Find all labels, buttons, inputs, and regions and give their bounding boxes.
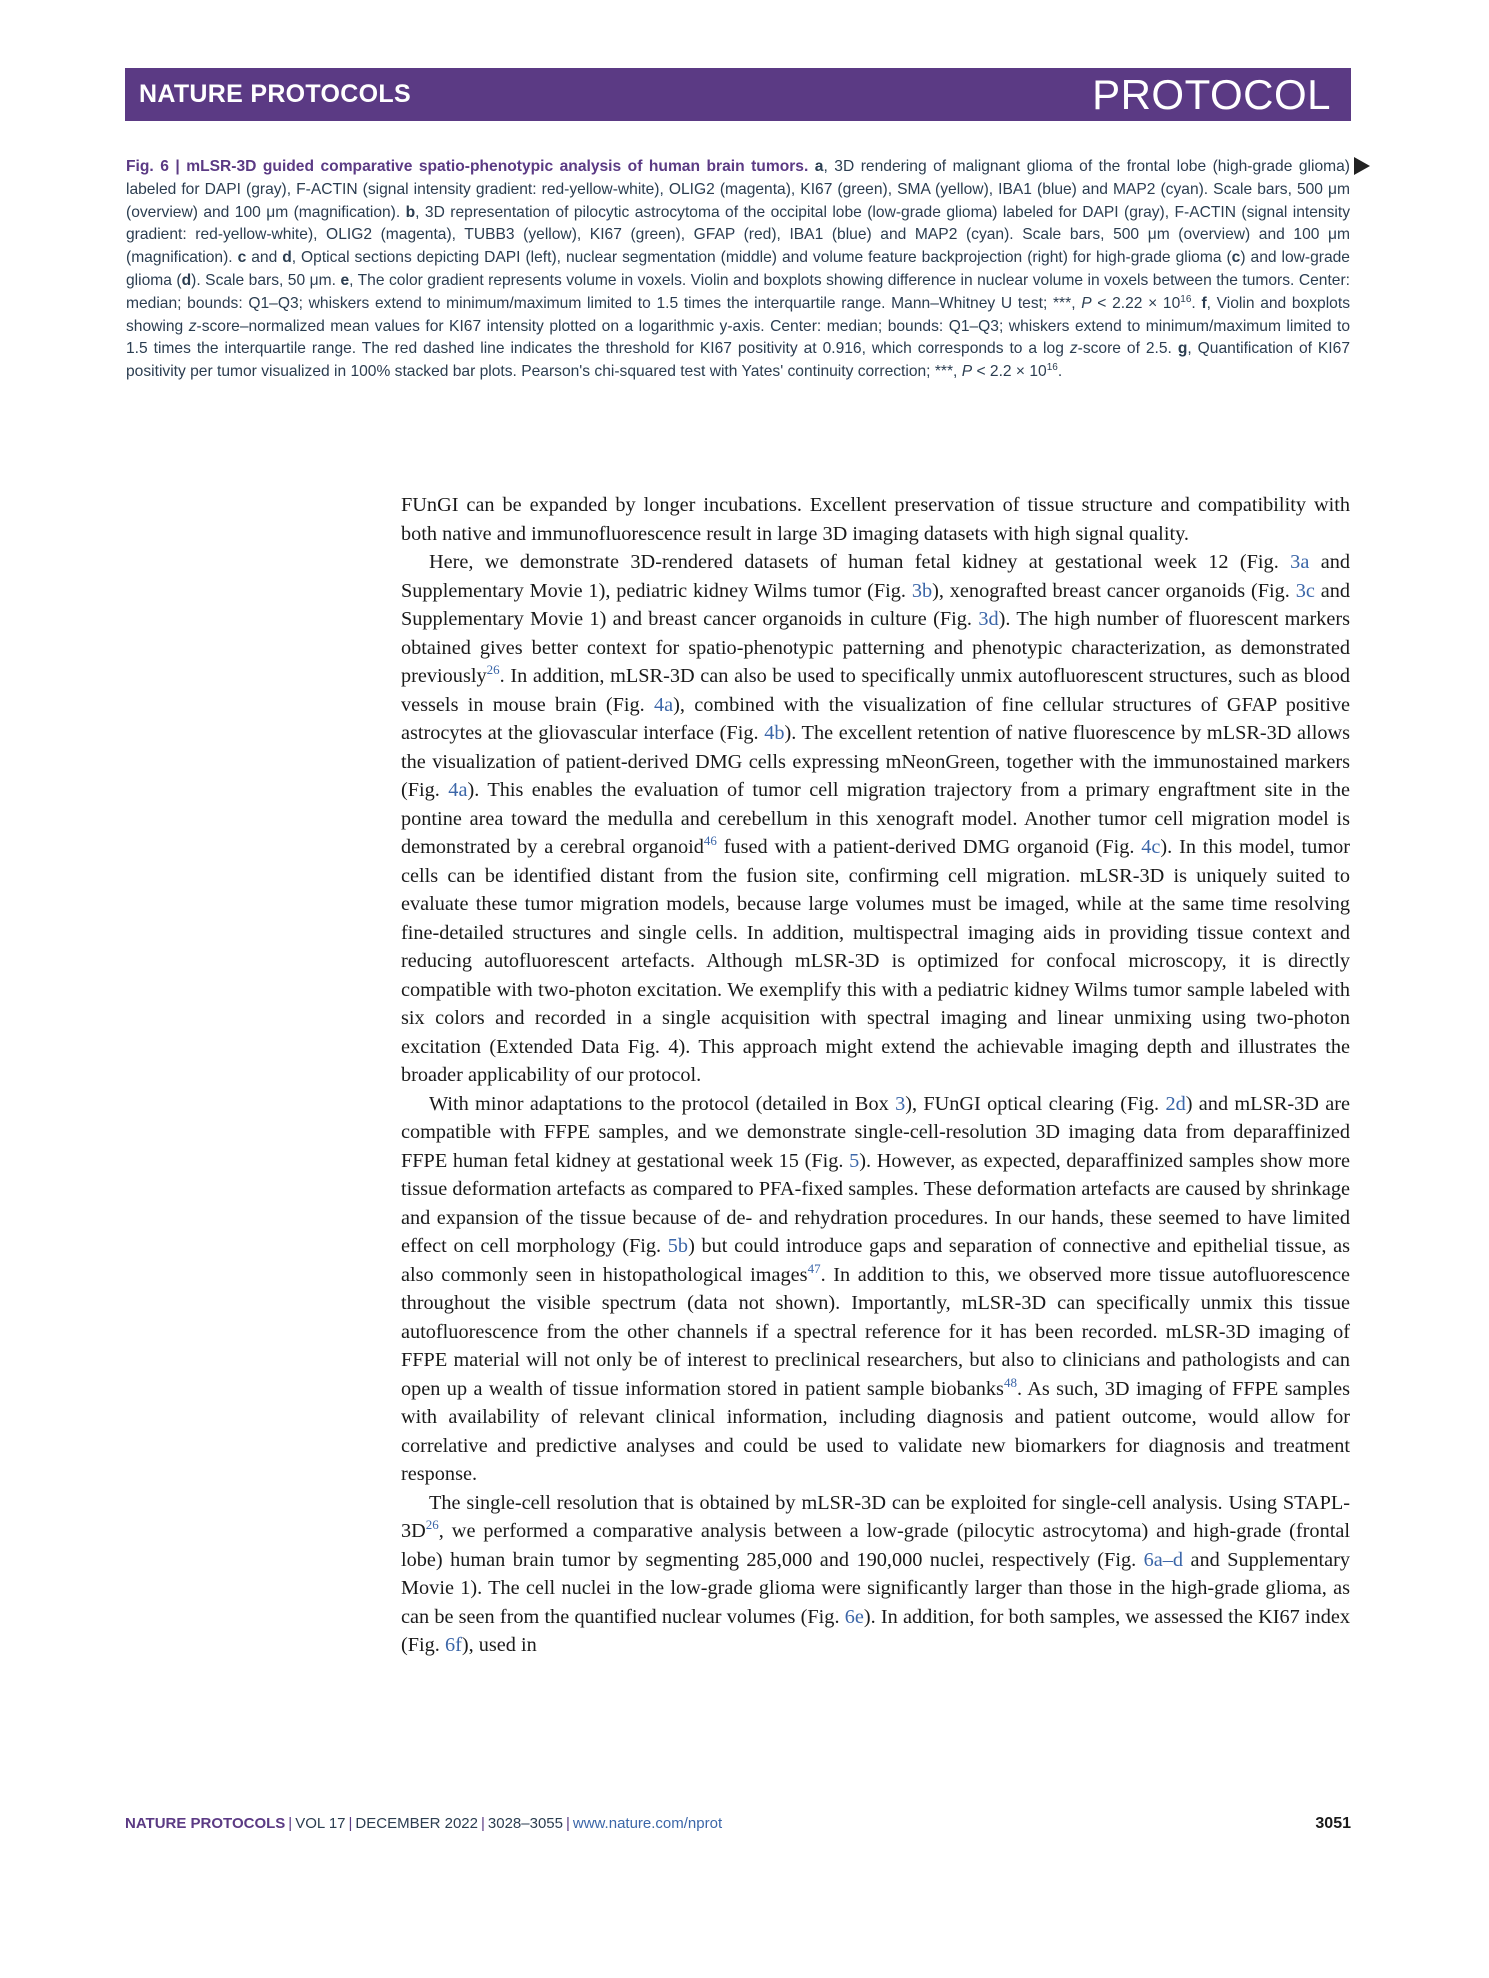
- paragraph-4: The single-cell resolution that is obtained by mLSR-3D can be exploited for single-cell analysis. Using STAPL-$3D^{26}$, we performed a comparative analysis between a low-grade (pilocytic astrocytoma) and high-grade (frontal lobe) human brain tumor by segmenting 285,000 and 190,000 nuclei, respectively (Fig. 6a–d and Supplementary Movie 1). The cell nuclei in the low-grade glioma were significantly larger than those in the high-grade glioma, as can be seen from the quantified nuclear volumes (Fig. 6e). In addition, for both samples, we assessed the KI67 index (Fig. 6f), used in: [401, 1491, 1350, 1656]
- figure-link[interactable]: 3d: [978, 608, 999, 630]
- continue-arrow-icon: [1354, 157, 1370, 175]
- figure-link[interactable]: 4c: [1141, 836, 1161, 858]
- journal-header-bar: [125, 68, 1351, 121]
- figure-link[interactable]: 6f: [444, 1634, 462, 1656]
- figure-link[interactable]: 3c: [1295, 579, 1315, 602]
- page-footer: [125, 1815, 1351, 1833]
- footer-date: DECEMBER 2022: [355, 1815, 478, 1832]
- box-link[interactable]: 3: [895, 1092, 906, 1115]
- figure-link[interactable]: 2d: [1165, 1092, 1186, 1115]
- footer-url-link[interactable]: www.nature.com/nprot: [572, 1815, 723, 1832]
- footer-pages: 3028–3055: [487, 1815, 563, 1832]
- footer-volume: VOL 17: [295, 1815, 346, 1832]
- citation-link[interactable]: 47: [807, 1260, 821, 1276]
- paragraph-1: FUnGI can be expanded by longer incubations. Excellent preservation of tissue structure and compatibility with both native and immunofluorescence result in large 3D imaging datasets with high signal quality.: [401, 494, 1350, 545]
- paragraph-2: Here, we demonstrate 3D-rendered datasets of human fetal kidney at gestational week 12 (Fig. 3a and Supplementary Movie 1), pediatric kidney Wilms tumor (Fig. 3b), xenografted breast cancer organoids (Fig. 3c and Supplementary Movie 1) and breast cancer organoids in culture (Fig. 3d). The high number of fluorescent markers obtained gives better context for spatio-phenotypic patterning and phenotypic characterization, as demonstrated previously$^{26}$. In addition, mLSR-3D can also be used to specifically unmix autofluorescent structures, such as blood vessels in mouse brain (Fig. 4a), combined with the visualization of fine cellular structures of GFAP positive astrocytes at the gliovascular interface (Fig. 4b). The excellent retention of native fluorescence by mLSR-3D allows the visualization of patient-derived DMG cells expressing mNeonGreen, together with the immunostained markers (Fig. 4a). This enables the evaluation of tumor cell migration trajectory from a primary engraftment site in the pontine area toward the medulla and cerebellum in this xenograft model. Another tumor cell migration model is demonstrated by a cerebral organoid$^{46}$ fused with a patient-derived DMG organoid (Fig. 4c). In this model, tumor cells can be identified distant from the fusion site, confirming cell migration. mLSR-3D is uniquely suited to evaluate these tumor migration models, because large volumes must be imaged, while at the same time resolving fine-detailed structures and single cells. In addition, multispectral imaging aids in providing tissue context and reducing autofluorescent artefacts. Although mLSR-3D is optimized for confocal microscopy, it is directly compatible with two-photon excitation. We exemplify this with a pediatric kidney Wilms tumor sample labeled with six colors and recorded in a single acquisition with spectral imaging and linear unmixing using two-photon excitation (Extended Data Fig. 4). This approach might extend the achievable imaging depth and illustrates the broader applicability of our protocol.: [401, 551, 1351, 1086]
- figure-link[interactable]: 5b: [667, 1235, 689, 1257]
- footer-journal: NATURE PROTOCOLS: [125, 1815, 286, 1832]
- figure-link[interactable]: 4b: [764, 722, 785, 744]
- article-type-label: PROTOCOL: [1092, 70, 1331, 118]
- figure-caption: Fig. 6 | mLSR-3D guided comparative spatio-phenotypic analysis of human brain tumors. a, 3D rendering of malignant glioma of the frontal lobe (high-grade glioma) labeled for DAPI (gray), F-ACTIN (signal intensity gradient: red-yellow-white), OLIG2 (magenta), KI67 (green), SMA (yellow), IBA1 (blue) and MAP2 (cyan). Scale bars, 500 μm (overview) and 100 μm (magnification). b, 3D representation of pilocytic astrocytoma of the occipital lobe (low-grade glioma) labeled for DAPI (gray), F-ACTIN (signal intensity gradient: red-yellow-white), OLIG2 (magenta), TUBB3 (yellow), KI67 (green), GFAP (red), IBA1 (blue) and MAP2 (cyan). Scale bars, 500 μm (overview) and 100 μm (magnification). c and d, Optical sections depicting DAPI (left), nuclear segmentation (middle) and volume feature backprojection (right) for high-grade glioma (c) and low-grade glioma (d). Scale bars, 50 μm. e, The color gradient represents volume in voxels. Violin and boxplots showing difference in nuclear volume in voxels between the tumors. Center: median; bounds: Q1–Q3; whiskers extend to minimum/maximum limited to 1.5 times the interquartile range. Mann–Whitney U test; ***, $P < 2.22 \times 10^{16}$. f, Violin and boxplots showing z-score–normalized mean values for KI67 intensity plotted on a logarithmic y-axis. Center: median; bounds: Q1–Q3; whiskers extend to minimum/maximum limited to 1.5 times the interquartile range. The red dashed line indicates the threshold for KI67 positivity at 0.916, which corresponds to a log z-score of 2.5. g, Quantification of KI67 positivity per tumor visualized in 100% stacked bar plots. Pearson's chi-squared test with Yates' continuity correction; ***, $P < 2.2 \times 10^{16}$.: [126, 158, 1351, 381]
- figure-link[interactable]: 4a: [654, 693, 674, 716]
- figure-link[interactable]: 3b: [911, 579, 933, 602]
- figure-link[interactable]: 5: [849, 1149, 860, 1172]
- figure-link[interactable]: 6e: [844, 1605, 864, 1628]
- figure-link[interactable]: 4a: [448, 779, 468, 801]
- figure-link[interactable]: 6a–d: [1143, 1548, 1184, 1571]
- citation-link[interactable]: 46: [703, 833, 717, 849]
- journal-name: NATURE PROTOCOLS: [139, 80, 411, 108]
- article-body: [401, 491, 1350, 1660]
- citation-link[interactable]: 48: [1003, 1374, 1017, 1390]
- page-number: 3051: [1315, 1815, 1351, 1832]
- footer-citation: NATURE PROTOCOLS | VOL 17 | DECEMBER 2022 | 3028–3055 | www.nature.com/nprot: [125, 1815, 723, 1832]
- citation-link[interactable]: 26: [486, 662, 500, 678]
- figure-link[interactable]: 3a: [1290, 551, 1310, 573]
- caption-title: Fig. 6 | mLSR-3D guided comparative spatio-phenotypic analysis of human brain tumors.: [126, 158, 809, 175]
- citation-link[interactable]: 26: [425, 1517, 439, 1533]
- paragraph-3: With minor adaptations to the protocol (detailed in Box 3), FUnGI optical clearing (Fig. 2d) and mLSR-3D are compatible with FFPE samples, and we demonstrate single-cell-resolution 3D imaging data from deparaffinized FFPE human fetal kidney at gestational week 15 (Fig. 5). However, as expected, deparaffinized samples show more tissue deformation artefacts as compared to PFA-fixed samples. These deformation artefacts are caused by shrinkage and expansion of the tissue because of de- and rehydration procedures. In our hands, these seemed to have limited effect on cell morphology (Fig. 5b) but could introduce gaps and separation of connective and epithelial tissue, as also commonly seen in histopathological images$^{47}$. In addition to this, we observed more tissue autofluorescence throughout the visible spectrum (data not shown). Importantly, mLSR-3D can specifically unmix this tissue autofluorescence from the other channels if a spectral reference for it has been recorded. mLSR-3D imaging of FFPE material will not only be of interest to preclinical researchers, but also to clinicians and pathologists and can open up a wealth of tissue information stored in patient sample biobanks$^{48}$. As such, 3D imaging of FFPE samples with availability of relevant clinical information, including diagnosis and patient outcome, would allow for correlative and predictive analyses and could be used to validate new biomarkers for diagnosis and treatment response.: [401, 1092, 1351, 1485]
